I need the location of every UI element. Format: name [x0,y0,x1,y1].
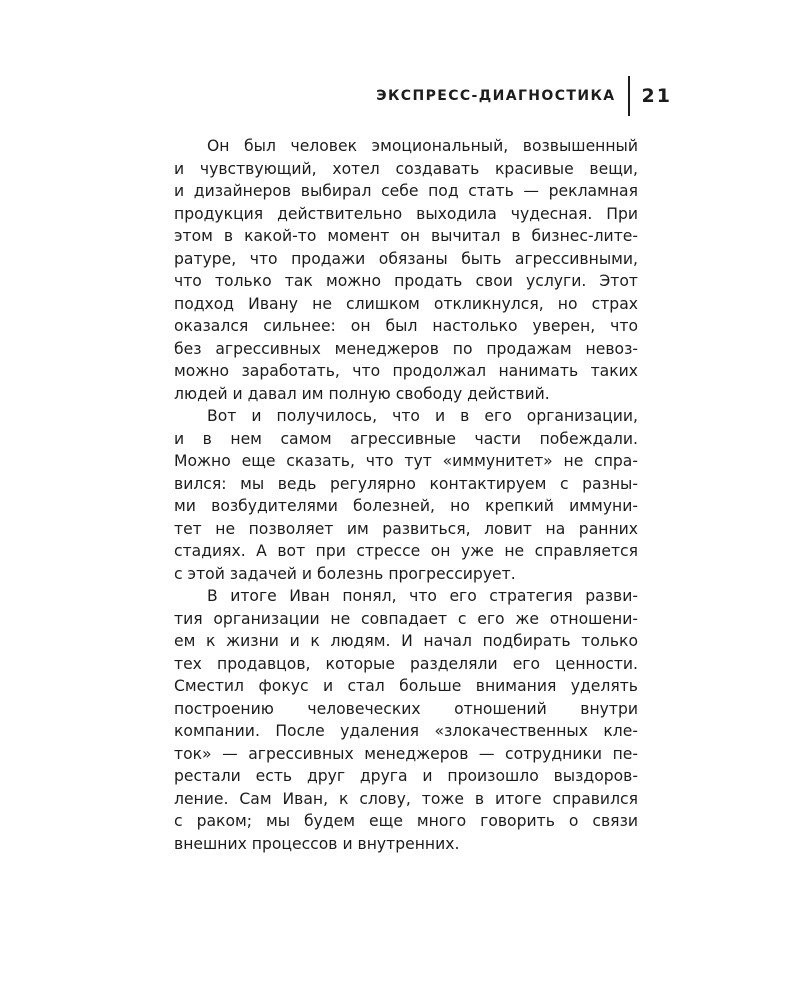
text-line: тия организации не совпадает с его же отношени- [174,609,638,628]
body-text [174,135,638,855]
text-line: без агрессивных менеджеров по продажам невоз- [174,339,638,358]
text-line: и чувствующий, хотел создавать красивые вещи, [174,159,638,178]
text-line: вился: мы ведь регулярно контактируем с разны- [174,474,638,493]
text-line: с этой задачей и болезнь прогрессирует. [174,564,516,583]
text-line: и в нем самом агрессивные части побеждали. [174,429,638,448]
page-number: 21 [641,85,672,107]
text-line: подход Ивану не слишком откликнулся, но страх [174,294,638,313]
text-line: ем к жизни и к людям. И начал подбирать только [174,632,638,650]
section-title: ЭКСПРЕСС-ДИАГНОСТИКА [376,88,616,104]
text-line: построению человеческих отношений внутри [174,699,638,718]
text-line: людей и давал им полную свободу действий. [174,384,550,403]
running-header [376,76,672,116]
text-line: Он был человек эмоциональный, возвышенный [207,137,638,155]
text-line: В итоге Иван понял, что его стратегия разви- [207,587,638,605]
text-line: ратуре, что продажи обязаны быть агрессивными, [174,249,638,268]
text-line: этом в какой-то момент он вычитал в бизнес-лите- [174,227,638,245]
text-line: тет не позволяет им развиться, ловит на ранних [174,519,638,538]
text-line: Вот и получилось, что и в его организации, [207,407,638,425]
text-line: можно заработать, что продолжал нанимать таких [174,362,638,380]
text-line: компании. После удаления «злокачественных кле- [174,722,638,740]
text-line: и дизайнеров выбирал себе под стать — рекламная [174,182,638,200]
text-line: продукция действительно выходила чудесная. При [174,204,638,223]
text-line: тех продавцов, которые разделяли его ценности. [174,654,638,673]
text-line: ление. Сам Иван, к слову, тоже в итоге справился [174,789,638,808]
text-line: рестали есть друг друга и произошло выздоров- [174,767,638,785]
text-line: оказался сильнее: он был настолько уверен, что [174,317,638,335]
text-line: ми возбудителями болезней, но крепкий иммуни- [174,497,638,515]
text-line: с раком; мы будем еще много говорить о связи [174,812,638,830]
text-line: Можно еще сказать, что тут «иммунитет» не спра- [174,452,638,470]
text-line: Сместил фокус и стал больше внимания уделять [174,677,638,695]
text-line: стадиях. А вот при стрессе он уже не справляется [174,542,638,560]
text-line: что только так можно продать свои услуги. Этот [174,272,638,290]
text-line: внешних процессов и внутренних. [174,834,460,853]
text-line: ток» — агрессивных менеджеров — сотрудники пе- [174,744,638,763]
